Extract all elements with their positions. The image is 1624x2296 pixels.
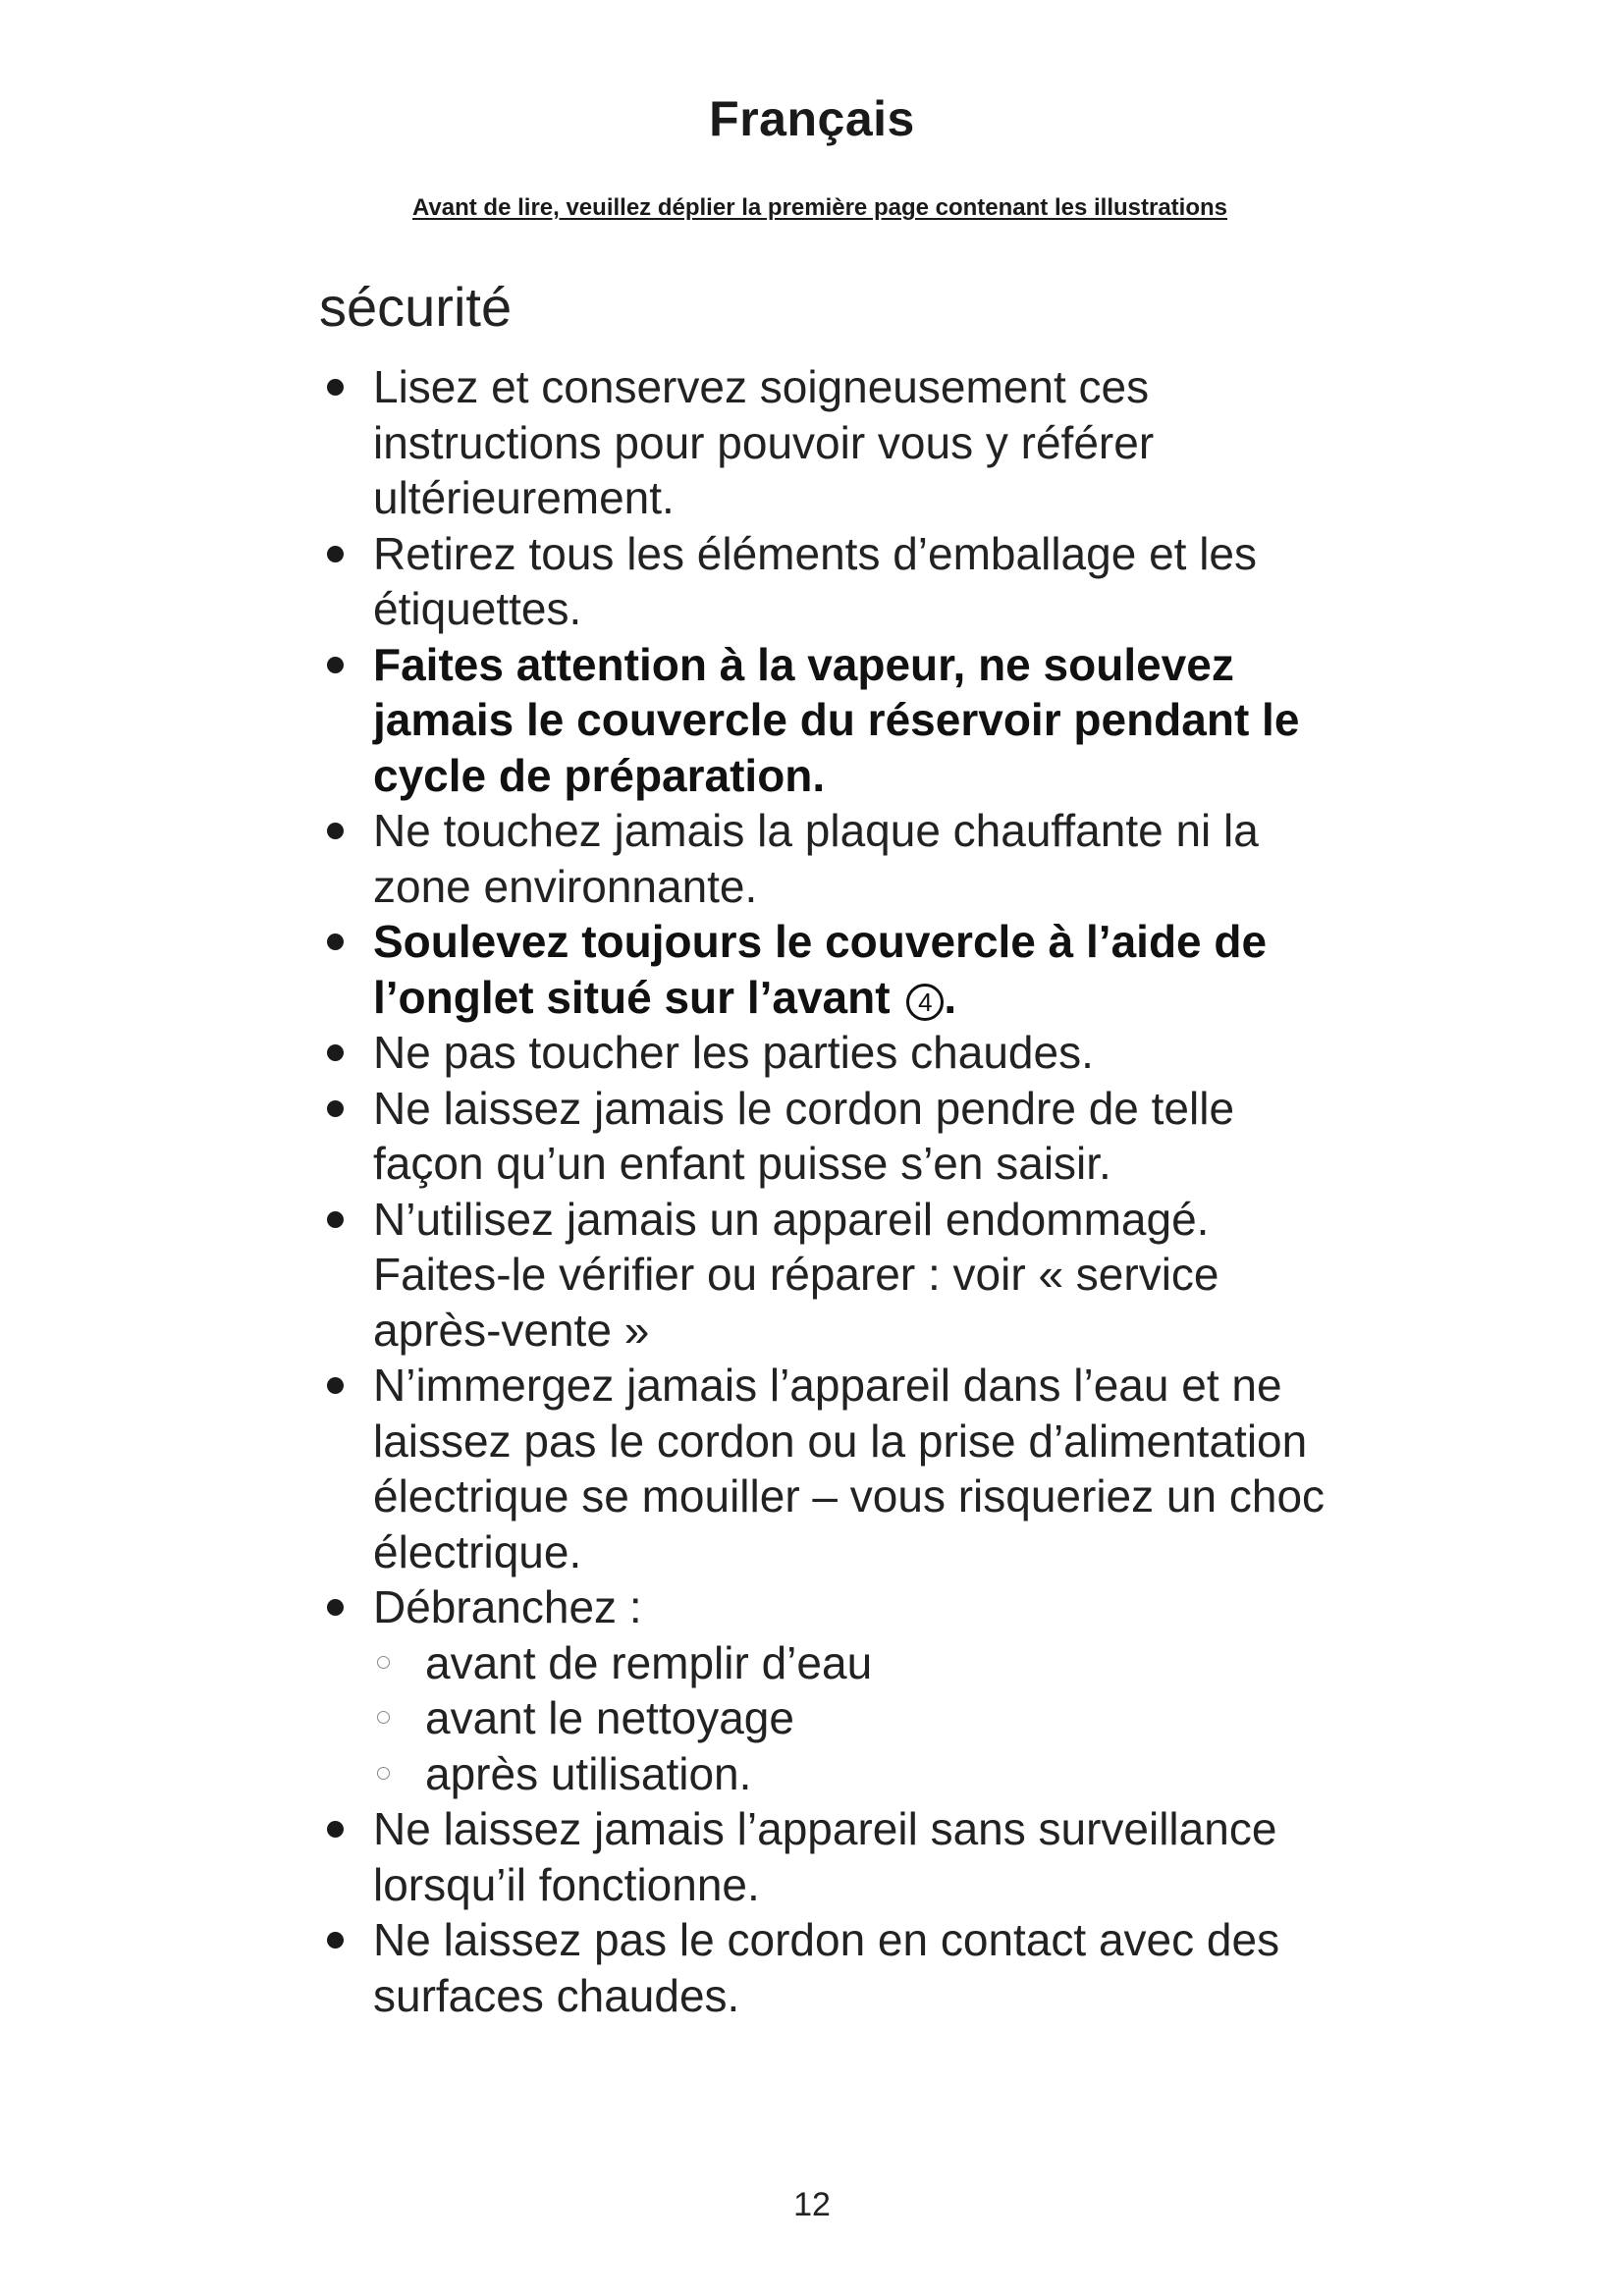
- list-item-hotplate: [319, 803, 1330, 914]
- hollow-bullet-icon: [377, 1656, 390, 1669]
- list-item-unattended: [319, 1801, 1330, 1912]
- list-item-text: Faites attention à la vapeur, ne soulevez jamais le couvercle du réservoir pendant le cycle de préparation.: [373, 638, 1300, 801]
- bullet-icon: [327, 823, 344, 839]
- list-item-read-instructions: [319, 359, 1330, 526]
- bullet-icon: [327, 934, 344, 950]
- unplug-sublist: [373, 1635, 1330, 1802]
- bullet-icon: [327, 1932, 344, 1949]
- list-item-cord-hot-surfaces: [319, 1912, 1330, 2023]
- hollow-bullet-icon: [377, 1711, 390, 1724]
- sublist-item: [373, 1690, 1330, 1746]
- bullet-icon: [327, 379, 344, 396]
- list-item-immersion: [319, 1358, 1330, 1579]
- list-item-text: Ne laissez pas le cordon en contact avec des surfaces chaudes.: [373, 1914, 1280, 2021]
- list-item-damaged-appliance: [319, 1192, 1330, 1359]
- list-item-text: Débranchez :: [373, 1581, 642, 1632]
- list-item-text-suffix: .: [944, 971, 957, 1023]
- list-item-text-main: Soulevez toujours le couvercle à l’aide de l’onglet situé sur l’avant: [373, 916, 1268, 1023]
- bullet-icon: [327, 1100, 344, 1117]
- list-item-text: N’utilisez jamais un appareil endommagé. Faites-le vérifier ou réparer : voir « service après-vente »: [373, 1193, 1219, 1356]
- list-item-remove-packaging: [319, 526, 1330, 637]
- sublist-item-text: avant de remplir d’eau: [425, 1636, 873, 1688]
- sublist-item-text: après utilisation.: [425, 1747, 752, 1799]
- list-item-steam-warning: [319, 637, 1330, 804]
- bullet-icon: [327, 1211, 344, 1228]
- list-item-unplug: [319, 1579, 1330, 1801]
- list-item-text: Ne touchez jamais la plaque chauffante ni la zone environnante.: [373, 805, 1259, 912]
- language-heading: Français: [709, 91, 915, 146]
- section-title: sécurité: [319, 276, 513, 338]
- bullet-icon: [327, 1599, 344, 1616]
- list-item-text: Lisez et conservez soigneusement ces instructions pour pouvoir vous y référer ultérieurement.: [373, 361, 1155, 523]
- hollow-bullet-icon: [377, 1767, 390, 1780]
- sublist-item-text: avant le nettoyage: [425, 1692, 794, 1743]
- bullet-icon: [327, 657, 344, 673]
- list-item-text: Ne laissez jamais le cordon pendre de telle façon qu’un enfant puisse s’en saisir.: [373, 1082, 1235, 1189]
- sublist-item: [373, 1635, 1330, 1691]
- list-item-cord-hanging: [319, 1081, 1330, 1192]
- page-number: 12: [793, 2186, 831, 2223]
- bullet-icon: [327, 546, 344, 562]
- list-item-lift-lid: [319, 914, 1330, 1025]
- bullet-icon: [327, 1821, 344, 1838]
- circled-number-4-icon: 4: [906, 984, 944, 1021]
- list-item-hot-parts: [319, 1025, 1330, 1081]
- unfold-notice: Avant de lire, veuillez déplier la première page contenant les illustrations: [411, 194, 1228, 221]
- list-item-text: Ne laissez jamais l’appareil sans surveillance lorsqu’il fonctionne.: [373, 1803, 1277, 1910]
- safety-list: [319, 359, 1330, 2023]
- list-item-text: Retirez tous les éléments d’emballage et les étiquettes.: [373, 527, 1258, 634]
- list-item-text: Ne pas toucher les parties chaudes.: [373, 1027, 1094, 1078]
- sublist-item: [373, 1746, 1330, 1802]
- bullet-icon: [327, 1044, 344, 1061]
- list-item-text: N’immergez jamais l’appareil dans l’eau et ne laissez pas le cordon ou la prise d’alimentation électrique se mouiller – vous risqueriez un choc électrique.: [373, 1360, 1326, 1577]
- list-item-text: [373, 916, 1267, 1023]
- bullet-icon: [327, 1377, 344, 1394]
